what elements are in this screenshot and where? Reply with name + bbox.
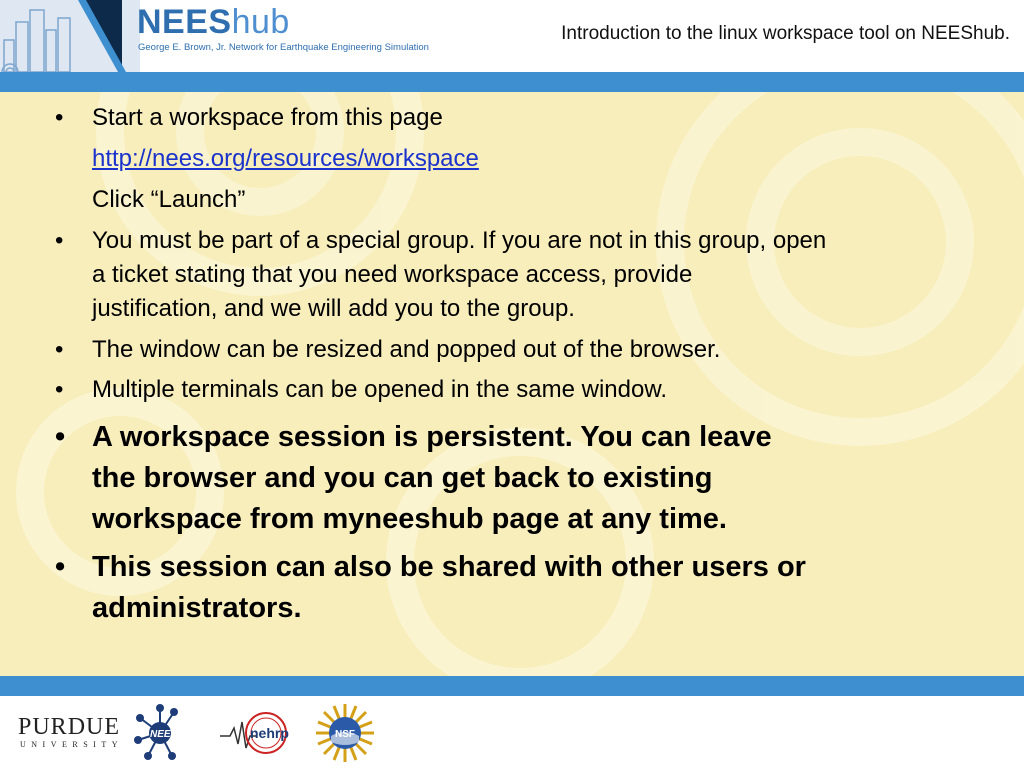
bullet-marker: • xyxy=(55,421,66,453)
slide-footer xyxy=(0,696,1024,768)
purdue-logo: PURDUE xyxy=(18,714,121,740)
bottom-accent-bar xyxy=(0,676,1024,696)
nehrp-logo xyxy=(220,708,296,758)
bullet-2-line-2: a ticket stating that you need workspace access, provide xyxy=(92,261,693,288)
city-skyline-icon xyxy=(0,0,140,72)
bullet-6-line-2: administrators. xyxy=(92,592,302,624)
slide-title: Introduction to the linux workspace tool on NEEShub. xyxy=(561,23,1010,44)
purdue-logo-subtitle: UNIVERSITY xyxy=(20,740,123,749)
bullet-5-line-2: the browser and you can get back to existing xyxy=(92,462,713,494)
bullet-marker: • xyxy=(55,227,64,254)
neescomm-label: NEEScomm xyxy=(150,729,207,740)
bullet-1-line-1: Start a workspace from this page xyxy=(92,104,443,131)
brand-main: NEES xyxy=(137,3,232,41)
top-accent-bar xyxy=(0,72,1024,92)
workspace-link[interactable]: http://nees.org/resources/workspace xyxy=(92,145,479,172)
nehrp-label: nehrp xyxy=(250,725,289,741)
bullet-marker: • xyxy=(55,551,66,583)
brand-hub: hub xyxy=(231,3,290,41)
bullet-marker: • xyxy=(55,376,64,403)
bullet-6-line-1: This session can also be shared with other users or xyxy=(92,551,806,583)
bullet-list xyxy=(0,92,1024,676)
bullet-4-line-1: Multiple terminals can be opened in the same window. xyxy=(92,376,667,403)
bullet-2-line-1: You must be part of a special group. If you are not in this group, open xyxy=(92,227,827,254)
bullet-marker: • xyxy=(55,336,64,363)
nsf-logo xyxy=(314,702,376,764)
bullet-2-line-3: justification, and we will add you to the group. xyxy=(92,295,575,322)
neeshub-logo xyxy=(0,0,475,72)
slide-content xyxy=(0,92,1024,676)
neescomm-logo xyxy=(134,704,214,762)
bullet-3-line-1: The window can be resized and popped out of the browser. xyxy=(92,336,721,363)
brand-wordmark xyxy=(137,2,290,42)
brand-subtitle: George E. Brown, Jr. Network for Earthquake Engineering Simulation xyxy=(138,42,429,53)
bullet-5-line-1: A workspace session is persistent. You can leave xyxy=(92,421,772,453)
nsf-label: NSF xyxy=(335,729,355,740)
bullet-1-line-3: Click “Launch” xyxy=(92,186,246,213)
bullet-5-line-3: workspace from myneeshub page at any time. xyxy=(92,503,727,535)
bullet-marker: • xyxy=(55,104,64,131)
slide-header xyxy=(0,0,1024,72)
